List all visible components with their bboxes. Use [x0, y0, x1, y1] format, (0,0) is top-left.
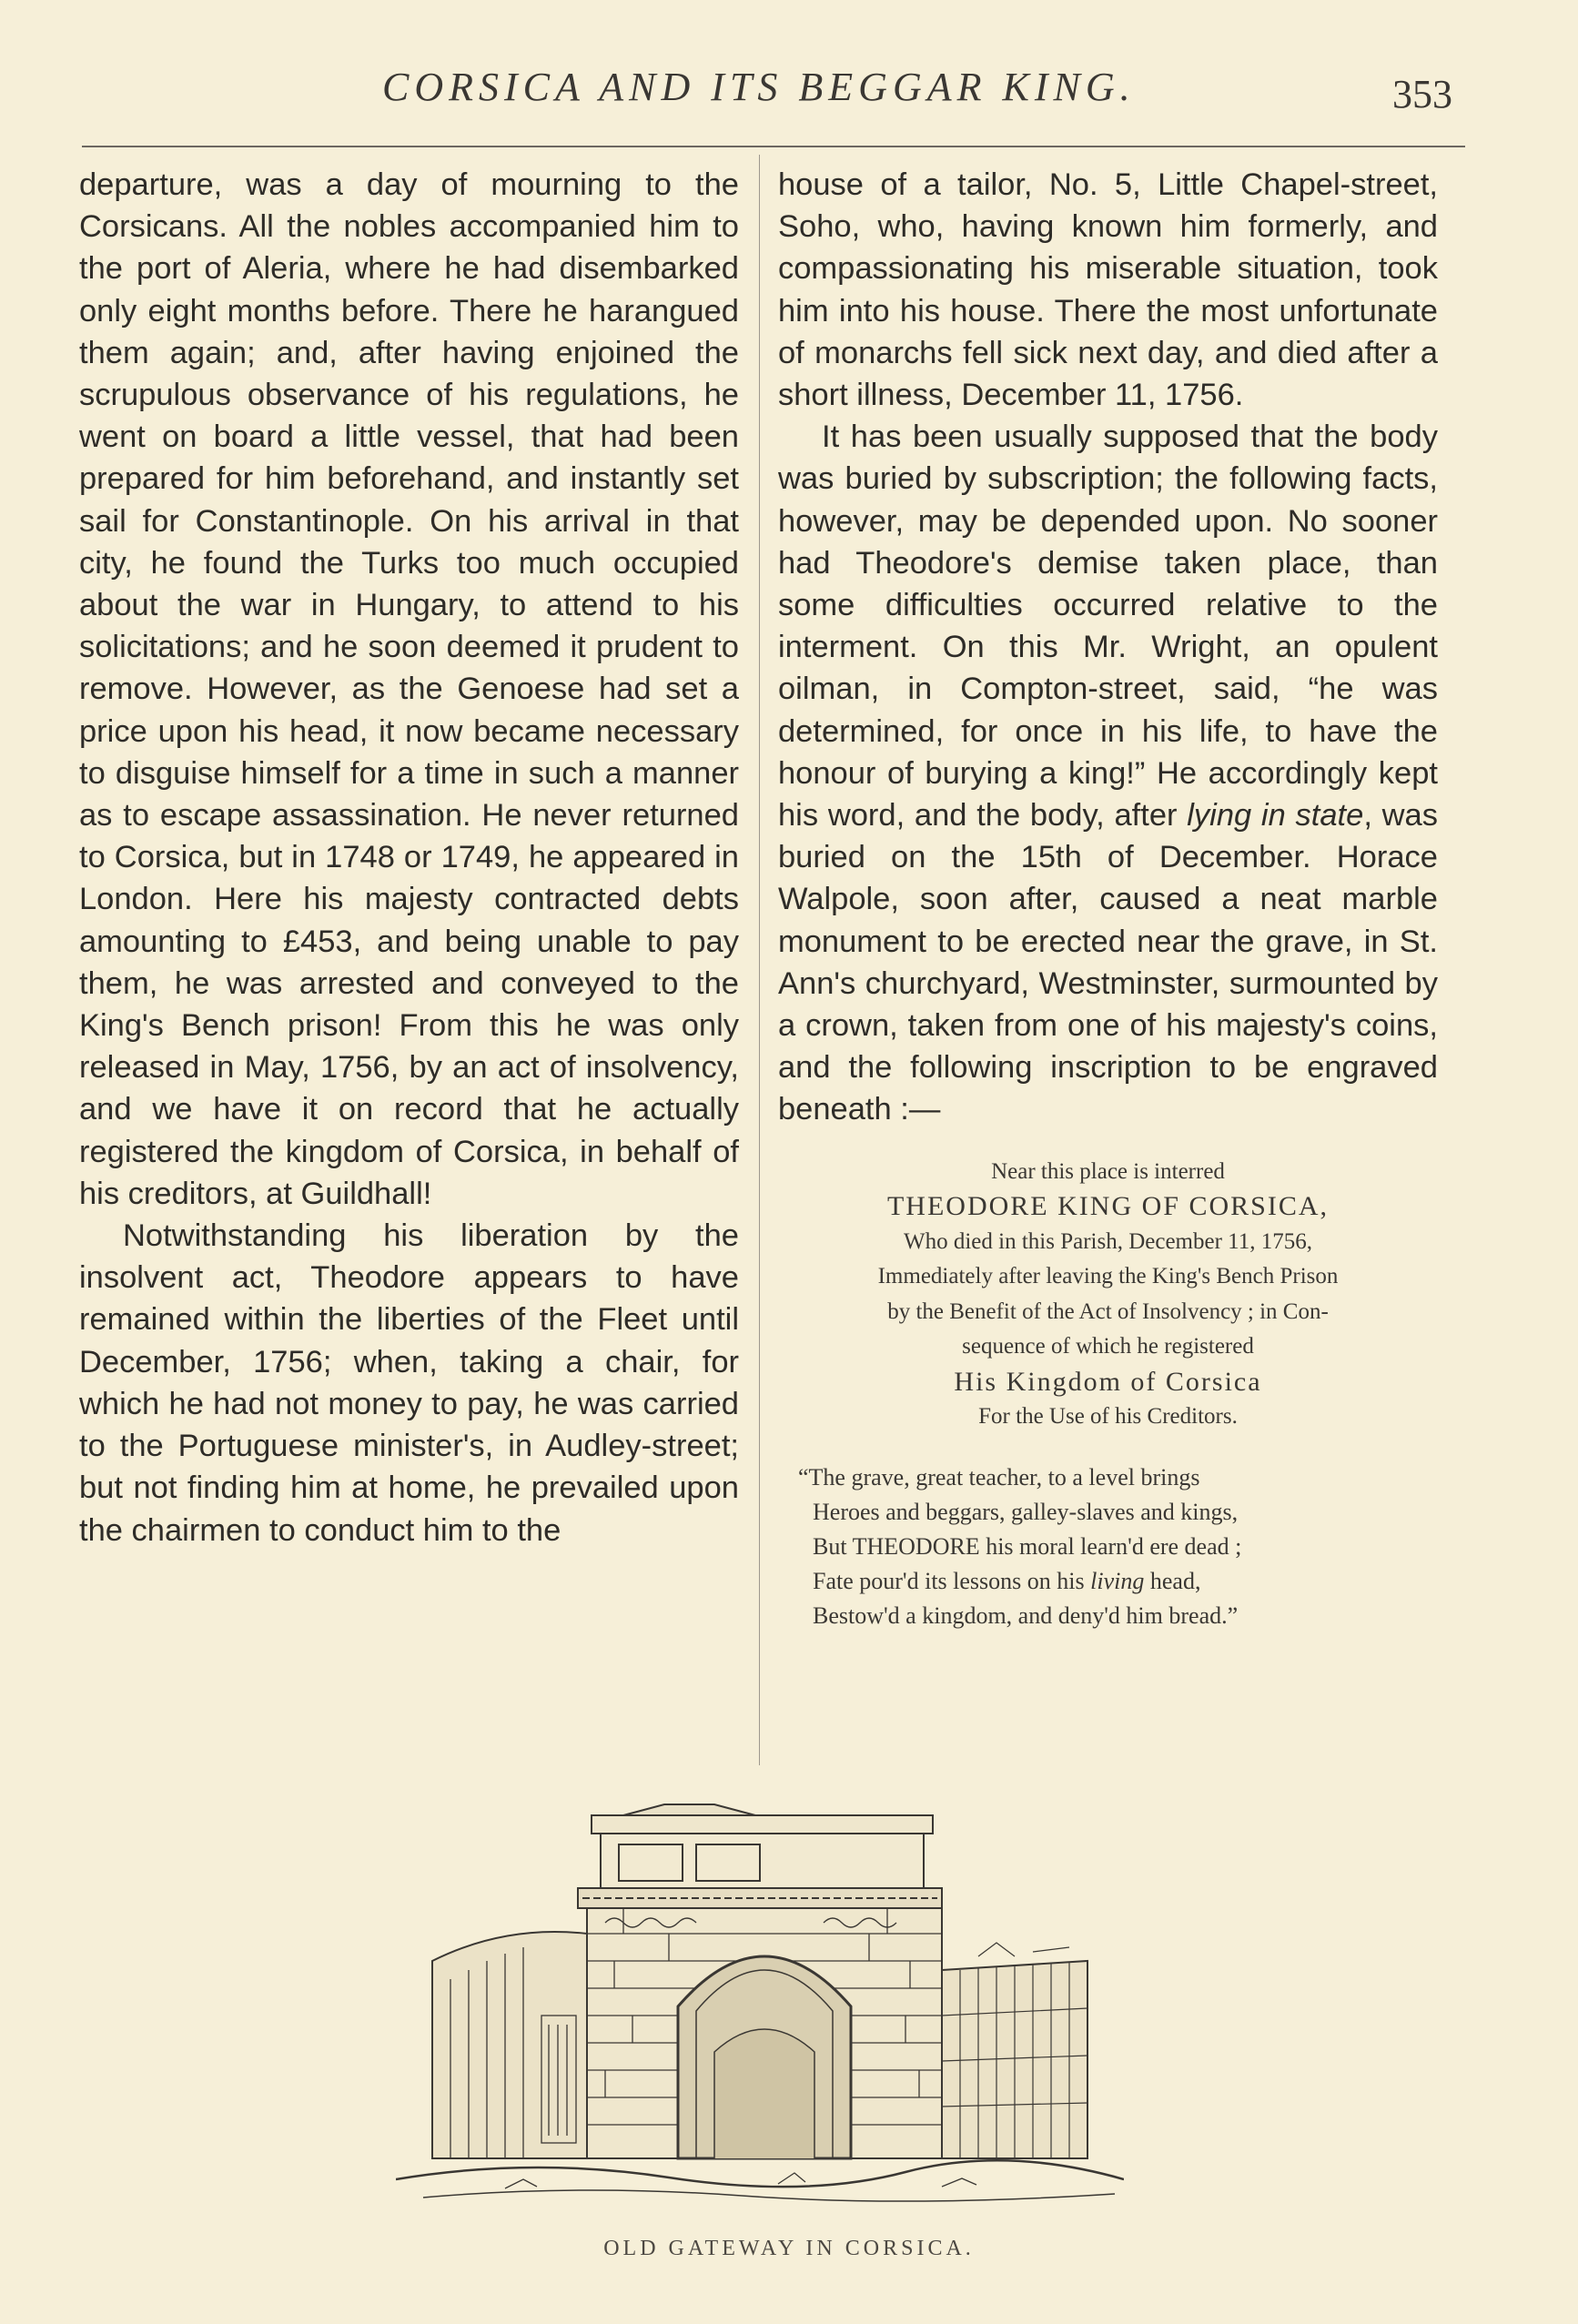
inscription-line-4: Immediately after leaving the King's Bench Prison	[877, 1264, 1339, 1289]
right-paragraph-2	[778, 416, 1438, 1130]
verse-line-5: Bestow'd a kingdom, and deny'd him bread.”	[813, 1602, 1239, 1629]
running-head	[0, 56, 1578, 120]
italic-phrase: lying in state	[1187, 798, 1364, 834]
inscription-line-3: Who died in this Parish, December 11, 1756,	[904, 1228, 1312, 1254]
right-paragraph-2-start: It has been usually supposed that the body was buried by subscription; the following facts, however, may be depended upon. No sooner had Theodore's demise taken place, than some difficulties occurred relative to the interment. On this Mr. Wright, an opulent oilman, in Compton-street, said, “he was determined, for once in his life, to have the honour of burying a king!” He accordingly kept his word, and the body, after	[778, 419, 1438, 834]
verse-line-4-end: head,	[1144, 1567, 1201, 1594]
inscription-line-8: For the Use of his Creditors.	[978, 1404, 1238, 1430]
inscription-line-5: by the Benefit of the Act of Insolvency ; in Con-	[887, 1298, 1329, 1324]
header-rule	[82, 146, 1465, 147]
left-paragraph-1: departure, was a day of mourning to the Corsicans. All the nobles accompanied him to the port of Aleria, where he had disembarked only eight months before. There he harangued them again; and, after having enjoined the scrupulous observance of his regulations, he went on board a little vessel, that had been prepared for him beforehand, and instantly set sail for Constantinople. On his arrival in that city, he found the Turks too much occupied about the war in Hungary, to attend to his solicitations; and he soon deemed it prudent to remove. However, as the Genoese had set a price upon his head, it now became necessary to disguise himself for a time in such a manner as to escape assassination. He never returned to Corsica, but in 1748 or 1749, he appeared in London. Here his majesty contracted debts amounting to £453, and being unable to pay them, he was arrested and conveyed to the King's Bench prison! From this he was only released in May, 1756, by an act of insolvency, and we have it on record that he actually registered the kingdom of Corsica, in behalf of his creditors, at Guildhall!	[79, 167, 739, 1211]
right-paragraph-2-end: , was buried on the 15th of December. Horace Walpole, soon after, caused a neat marble monument to be erected near the grave, in St. Ann's churchyard, Westminster, surmounted by a crown, taken from one of his majesty's coins, and the following inscription to be engraved beneath :—	[778, 798, 1438, 1127]
epitaph-verse	[798, 1460, 1438, 1633]
verse-italic-word: living	[1090, 1567, 1145, 1594]
inscription-line-1: Near this place is interred	[991, 1158, 1225, 1184]
left-paragraph-2: Notwithstanding his liberation by the insolvent act, Theodore appears to have remained within the liberties of the Fleet until December, 1756; when, taking a chair, for which he had not money to pay, he was carried to the Portuguese minister's, in Audley-street; but not finding him at home, he prevailed upon the chairmen to conduct him to the	[79, 1218, 739, 1548]
right-paragraph-1: house of a tailor, No. 5, Little Chapel-street, Soho, who, having known him formerly, and compassionating his miserable situation, took him into his house. There the most unfortunate of monarchs fell sick next day, and died after a short illness, December 11, 1756.	[778, 167, 1438, 413]
inscription-line-6: sequence of which he registered	[962, 1334, 1254, 1359]
verse-line-4	[798, 1564, 1438, 1599]
gateway-engraving	[396, 1797, 1124, 2211]
illustration-caption: OLD GATEWAY IN CORSICA.	[603, 2237, 975, 2260]
verse-line-2: Heroes and beggars, galley-slaves and kings,	[813, 1498, 1239, 1525]
verse-line-4-start: Fate pour'd its lessons on his	[813, 1567, 1091, 1594]
monument-inscription	[778, 1155, 1438, 1435]
running-title: CORSICA AND ITS BEGGAR KING.	[382, 65, 1136, 109]
left-column	[79, 164, 739, 1551]
right-column	[778, 164, 1438, 1633]
verse-line-3: But THEODORE his moral learn'd ere dead ;	[813, 1532, 1242, 1560]
page-number: 353	[1392, 72, 1452, 116]
column-divider	[759, 155, 760, 1765]
inscription-line-2: THEODORE KING OF CORSICA,	[886, 1191, 1329, 1222]
inscription-line-7: His Kingdom of Corsica	[954, 1366, 1262, 1397]
verse-line-1: “The grave, great teacher, to a level brings	[798, 1463, 1200, 1490]
